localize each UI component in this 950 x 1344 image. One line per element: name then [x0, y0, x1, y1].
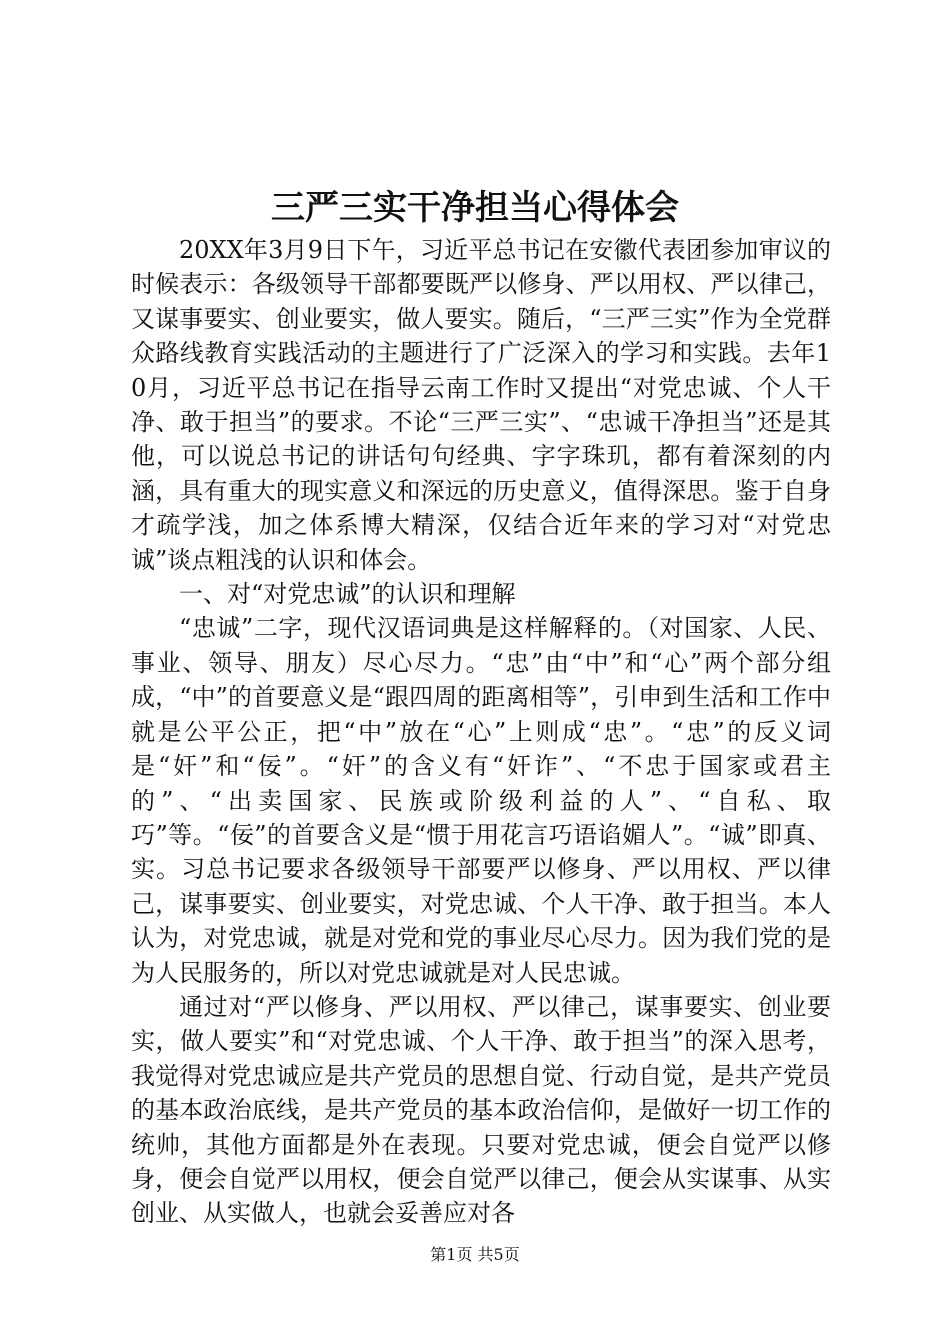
- paragraph-loyalty-definition: “忠诚”二字，现代汉语词典是这样解释的。（对国家、人民、事业、领导、朋友）尽心尽力。“忠”由“中”和“心”两个部分组成，“中”的首要意义是“跟四周的距离相等”，引申到生活和工作中就是公平公正，把“中”放在“心”上则成“忠”。“忠”的反义词是“奸”和“佞”。“奸”的含义有“奸诈”、“不忠于国家或君主的”、“出卖国家、民族或阶级利益的人”、“自私、取巧”等。“佞”的首要含义是“惯于用花言巧语谄媚人”。“诚”即真、实。习总书记要求各级领导干部要严以修身、严以用权、严以律己，谋事要实、创业要实，对党忠诚、个人干净、敢于担当。本人认为，对党忠诚，就是对党和党的事业尽心尽力。因为我们党的是为人民服务的，所以对党忠诚就是对人民忠诚。: [131, 614, 831, 987]
- document-title: 三严三实干净担当心得体会: [271, 188, 679, 228]
- document-body: [131, 233, 831, 1231]
- page-footer: 第1页 共5页: [430, 1245, 520, 1264]
- paragraph-reflection: 通过对“严以修身、严以用权、严以律己，谋事要实、创业要实，做人要实”和“对党忠诚、个人干净、敢于担当”的深入思考，我觉得对党忠诚应是共产党员的思想自觉、行动自觉，是共产党员的基本政治底线，是共产党员的基本政治信仰，是做好一切工作的统帅，其他方面都是外在表现。只要对党忠诚，便会自觉严以修身，便会自觉严以用权，便会自觉严以律己，便会从实谋事、从实创业、从实做人，也就会妥善应对各: [131, 992, 831, 1228]
- section-heading-1: 一、对“对党忠诚”的认识和理解: [179, 580, 516, 609]
- paragraph-intro: 20XX年3月9日下午，习近平总书记在安徽代表团参加审议的时候表示：各级领导干部都要既严以修身、严以用权、严以律己，又谋事要实、创业要实，做人要实。随后，“三严三实”作为全党群众路线教育实践活动的主题进行了广泛深入的学习和实践。去年10月，习近平总书记在指导云南工作时又提出“对党忠诚、个人干净、敢于担当”的要求。不论“三严三实”、“忠诚干净担当”还是其他，可以说总书记的讲话句句经典、字字珠玑，都有着深刻的内涵，具有重大的现实意义和深远的历史意义，值得深思。鉴于自身才疏学浅，加之体系博大精深，仅结合近年来的学习对“对党忠诚”谈点粗浅的认识和体会。: [131, 236, 831, 574]
